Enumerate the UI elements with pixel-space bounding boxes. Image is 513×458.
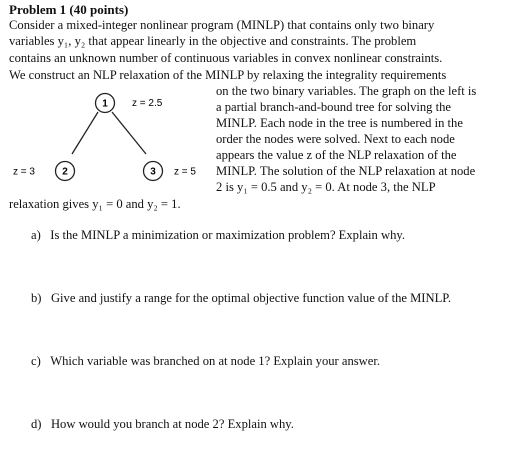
side-line: a partial branch-and-bound tree for solving the (216, 100, 451, 114)
tree-node-3-z: z = 5 (174, 166, 196, 178)
tree-node-3-id: 3 (150, 166, 156, 178)
problem-title: Problem 1 (40 points) (9, 2, 129, 17)
side-line: 2 is y₁ = 0.5 and y₂ = 0. At node 3, the NLP (216, 180, 436, 194)
question-label: d) (31, 417, 42, 431)
tree-node-1-z: z = 2.5 (132, 98, 163, 109)
intro-line: We construct an NLP relaxation of the MINLP by relaxing the integrality requirements (9, 68, 447, 82)
intro-line: contains an unknown number of continuous variables in convex nonlinear constraints. (9, 51, 443, 65)
question-d (31, 416, 294, 432)
tree-node-1-id: 1 (102, 98, 108, 110)
question-label: a) (31, 228, 41, 242)
side-line: MINLP. The solution of the NLP relaxation at node (216, 164, 476, 178)
question-b (31, 290, 451, 306)
tree-node-2-z: z = 3 (13, 166, 35, 178)
tree-node-2-id: 2 (62, 166, 68, 178)
question-text: Give and justify a range for the optimal objective function value of the MINLP. (50, 291, 452, 305)
question-label: c) (31, 354, 41, 368)
closing-line: relaxation gives y₁ = 0 and y₂ = 1. (9, 197, 181, 211)
side-line: MINLP. Each node in the tree is numbered in the (216, 116, 463, 130)
tree-edge-1-3 (112, 112, 146, 154)
side-line: appears the value z of the NLP relaxation of the (216, 148, 457, 162)
intro-line: variables y₁, y₂ that appear linearly in the objective and constraints. The problem (9, 34, 417, 48)
question-c (31, 353, 380, 369)
question-a (31, 227, 405, 243)
side-line: on the two binary variables. The graph on the left is (216, 84, 477, 98)
intro-line: Consider a mixed-integer nonlinear program (MINLP) that contains only two binary (9, 18, 435, 32)
branch-and-bound-tree (0, 88, 216, 188)
question-text: Which variable was branched on at node 1? Explain your answer. (50, 354, 381, 368)
question-text: Is the MINLP a minimization or maximization problem? Explain why. (50, 228, 406, 242)
side-line: order the nodes were solved. Next to each node (216, 132, 455, 146)
question-label: b) (31, 291, 42, 305)
tree-edge-1-2 (72, 112, 98, 154)
question-text: How would you branch at node 2? Explain why. (50, 417, 294, 431)
